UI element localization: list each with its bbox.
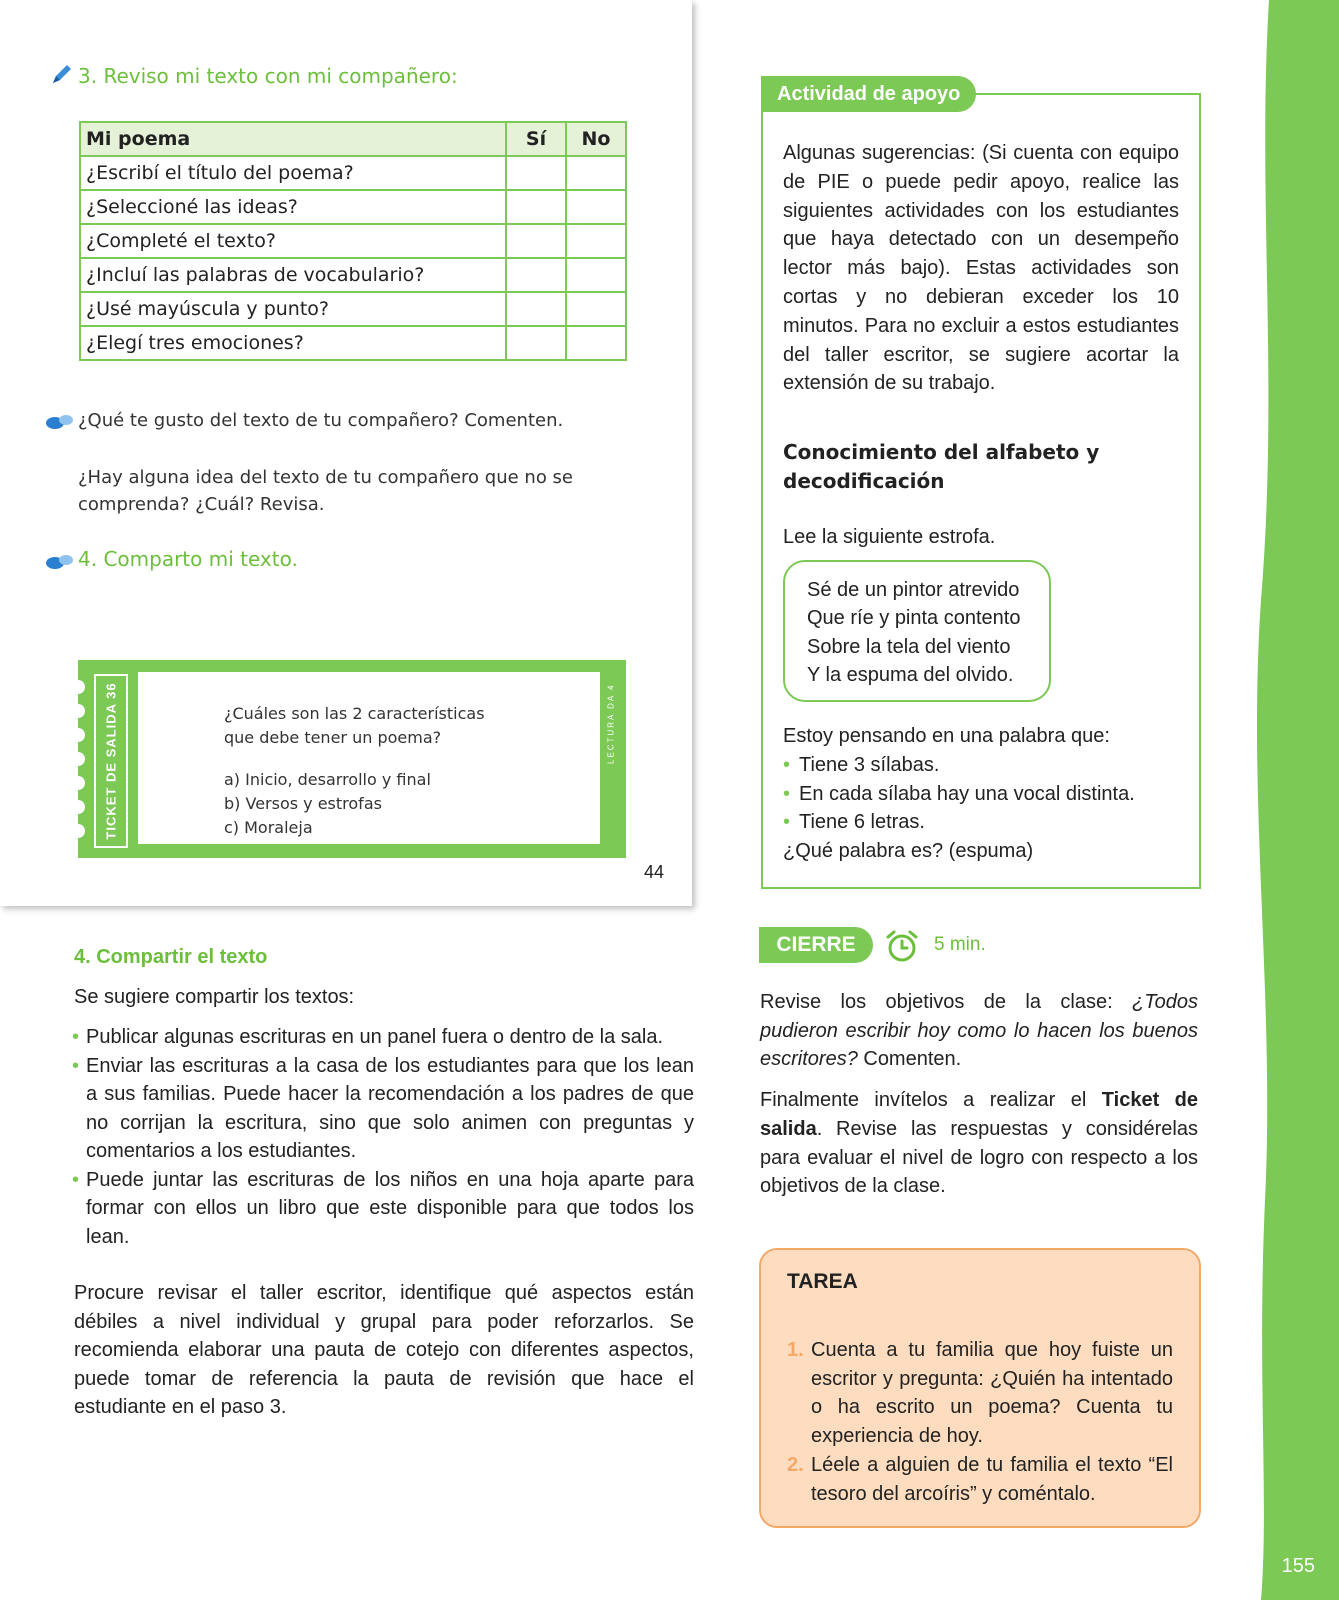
- pencil-icon: [50, 62, 74, 86]
- list-item: • Enviar las escrituras a la casa de los estudiantes para que los lean a sus familias. Puede hacer la recomendación a los padres de que no corrijan la escritura, sino que solo animen con preguntas y comentarios a los estudiantes.: [74, 1052, 694, 1166]
- step-4-title: 4. Comparto mi texto.: [78, 547, 298, 571]
- question-unclear-line2: comprenda? ¿Cuál? Revisa.: [78, 494, 325, 515]
- closing-section: [760, 988, 1198, 1201]
- row-question: ¿Completé el texto?: [80, 224, 506, 258]
- riddle-clues: [783, 751, 1179, 837]
- yes-cell[interactable]: [506, 258, 566, 292]
- row-question: ¿Usé mayúscula y punto?: [80, 292, 506, 326]
- ticket-options: [224, 768, 431, 840]
- stanza-line: Sé de un pintor atrevido: [807, 578, 1020, 601]
- ticket-label: TICKET DE SALIDA 36: [94, 674, 128, 848]
- support-intro: Algunas sugerencias: (Si cuenta con equipo de PIE o puede pedir apoyo, realice las siguientes actividades con los estudiantes que haya detectado con un desempeño lector más bajo). Estas actividades son cortas y no debieran exceder los 10 minutos. Para no excluir a estos estudiantes del taller escritor, se sugiere acortar la extensión de su trabajo.: [783, 142, 1179, 395]
- homework-list: [787, 1336, 1173, 1508]
- column-header-no: No: [566, 122, 626, 156]
- no-cell[interactable]: [566, 156, 626, 190]
- share-bullet-list: [74, 1023, 694, 1251]
- homework-box: [759, 1248, 1201, 1528]
- support-subheading: Conocimiento del alfabeto y decodificación: [783, 440, 1100, 494]
- stanza-line: Y la espuma del olvido.: [807, 664, 1014, 687]
- checklist-table: [79, 121, 627, 361]
- book-page-number: 44: [644, 862, 665, 882]
- homework-title: TAREA: [787, 1270, 858, 1293]
- list-item: 1. Cuenta a tu familia que hoy fuiste un escritor y pregunta: ¿Quién ha intentado o ha escrito un poema? Cuenta tu experiencia de hoy.: [787, 1339, 1173, 1448]
- table-row: [80, 292, 626, 326]
- yes-cell[interactable]: [506, 224, 566, 258]
- no-cell[interactable]: [566, 326, 626, 360]
- list-item: • Tiene 3 sílabas.: [783, 751, 1179, 780]
- ticket-content: [138, 672, 600, 844]
- student-book-page: [0, 0, 692, 906]
- step-3-title: 3. Reviso mi texto con mi compañero:: [78, 64, 458, 88]
- list-item: • En cada sílaba hay una vocal distinta.: [783, 780, 1179, 809]
- row-question: ¿Escribí el título del poema?: [80, 156, 506, 190]
- ticket-question: ¿Cuáles son las 2 características que debe tener un poema?: [224, 704, 485, 747]
- no-cell[interactable]: [566, 258, 626, 292]
- closing-time: 5 min.: [934, 934, 986, 955]
- question-unclear-line1: ¿Hay alguna idea del texto de tu compañero que no se: [78, 467, 574, 488]
- yes-cell[interactable]: [506, 292, 566, 326]
- share-text-section: [74, 943, 694, 1422]
- column-header-yes: Sí: [506, 122, 566, 156]
- no-cell[interactable]: [566, 190, 626, 224]
- row-question: ¿Incluí las palabras de vocabulario?: [80, 258, 506, 292]
- list-item: • Puede juntar las escrituras de los niños en una hoja aparte para formar con ellos un libro que este disponible para que todos los lean.: [74, 1166, 694, 1252]
- riddle-intro: Estoy pensando en una palabra que:: [783, 724, 1110, 747]
- closing-paragraph: Procure revisar el taller escritor, identifique qué aspectos están débiles a nivel individual y grupal para poder reforzarlos. Se recomienda elaborar una pauta de cotejo con diferentes aspectos, puede tomar de referencia la pauta de revisión que hace el estudiante en el paso 3.: [74, 1282, 694, 1418]
- section-heading: 4. Compartir el texto: [74, 946, 268, 968]
- list-item: • Publicar algunas escrituras en un panel fuera o dentro de la sala.: [74, 1023, 694, 1052]
- speech-bubbles-icon: [46, 554, 74, 570]
- page-number: 155: [1281, 1555, 1315, 1577]
- section-intro: Se sugiere compartir los textos:: [74, 985, 355, 1008]
- closing-badge: CIERRE: [759, 927, 873, 963]
- no-cell[interactable]: [566, 292, 626, 326]
- column-header-poem: Mi poema: [80, 122, 506, 156]
- alarm-clock-icon: [884, 928, 920, 964]
- support-activity-box: [761, 93, 1201, 889]
- row-question: ¿Seleccioné las ideas?: [80, 190, 506, 224]
- table-row: [80, 326, 626, 360]
- page-side-bar: [1239, 0, 1339, 1600]
- table-header-row: [80, 122, 626, 156]
- table-row: [80, 224, 626, 258]
- support-activity-tab: Actividad de apoyo: [761, 76, 976, 112]
- list-item: 2. Léele a alguien de tu familia el texto “El tesoro del arcoíris” y coméntalo.: [787, 1453, 1173, 1505]
- table-row: [80, 258, 626, 292]
- closing-paragraph-2: Finalmente invítelos a realizar el Ticket de salida. Revise las respuestas y considérelas para evaluar el nivel de logro con respecto a los objetivos de la clase.: [760, 1089, 1199, 1198]
- list-item: • Tiene 6 letras.: [783, 808, 1179, 837]
- stanza-line: Sobre la tela del viento: [807, 635, 1011, 658]
- support-instruction: Lee la siguiente estrofa.: [783, 526, 996, 549]
- stanza-box: [783, 560, 1051, 702]
- question-liked: ¿Qué te gusto del texto de tu compañero? Comenten.: [78, 410, 564, 431]
- ticket-side-label: LECTURA DA 4: [606, 683, 616, 764]
- yes-cell[interactable]: [506, 156, 566, 190]
- ticket-option[interactable]: a) Inicio, desarrollo y final: [224, 770, 431, 789]
- ticket-option[interactable]: b) Versos y estrofas: [224, 794, 382, 813]
- row-question: ¿Elegí tres emociones?: [80, 326, 506, 360]
- table-row: [80, 190, 626, 224]
- yes-cell[interactable]: [506, 190, 566, 224]
- speech-bubbles-icon: [46, 414, 74, 430]
- table-row: [80, 156, 626, 190]
- closing-paragraph-1: Revise los objetivos de la clase: ¿Todos pudieron escribir hoy como lo hacen los buenos escritores? Comenten.: [760, 991, 1198, 1071]
- riddle-question: ¿Qué palabra es? (espuma): [783, 840, 1034, 863]
- no-cell[interactable]: [566, 224, 626, 258]
- stanza-line: Que ríe y pinta contento: [807, 607, 1021, 630]
- yes-cell[interactable]: [506, 326, 566, 360]
- ticket-option[interactable]: c) Moraleja: [224, 818, 313, 837]
- exit-ticket: [78, 660, 626, 858]
